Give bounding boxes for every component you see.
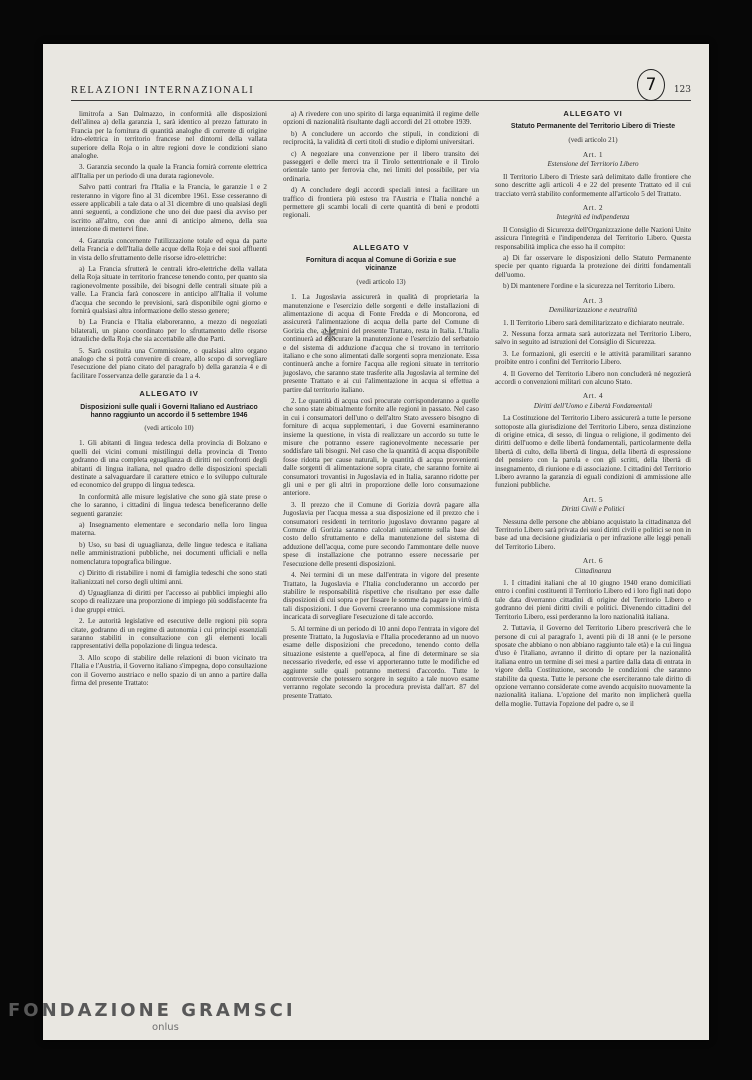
paragraph: b) Di mantenere l'ordine e la sicurezza nel Territorio Libero. xyxy=(503,282,675,291)
article-4 xyxy=(495,392,691,489)
paragraph: 2. Le autorità legislative ed esecutive delle regioni più sopra citate, godranno di un regime di autonomia i cui principi essenziali saranno stabiliti in consultazione con gli elementi locali rappresentativi della popolazione di lingua tedesca. xyxy=(71,617,267,651)
article-2 xyxy=(495,204,691,291)
paragraph: 1. I cittadini italiani che al 10 giugno 1940 erano domiciliati entro i confini costituenti il Territorio Libero ed i loro figli nati dopo tale data diverranno cittadini di origine del Territorio Libero e godranno dei pieni diritti civili e politici. Divenendo cittadini del Territorio Libero, essi perderanno la loro nazionalità italiana. xyxy=(495,579,691,621)
annex-iv-title: ALLEGATO IV xyxy=(139,389,199,399)
paragraph: 2. Nessuna forza armata sarà autorizzata nel Territorio Libero, salvo in seguito ad istruzioni del Consiglio di Sicurezza. xyxy=(495,329,691,347)
paragraph: c) A negoziare una convenzione per il libero transito dei passeggeri e delle merci tra il Tirolo settentrionale e il Tirolo orientale tanto per ferrovia che, nei limiti del possibile, per via ordinaria. xyxy=(283,149,479,183)
paragraph: 3. Allo scopo di stabilire delle relazioni di buon vicinato tra l'Italia e l'Austria, il Governo italiano s'impegna, dopo consultazione con il Governo austriaco e nello spazio di un anno a partire dalla firma del presente Trattato: xyxy=(71,653,267,687)
paragraph: 5. Al termine di un periodo di 10 anni dopo l'entrata in vigore del presente Trattato, la Jugoslavia e l'Italia procederanno ad un nuovo esame delle disposizioni che precedono, tenendo conto della situazione esistente a quell'epoca, al fine di determinare se sia necessario rivederle, ed esse vi apporteranno tutte le modifiche ed aggiunte sulle quali potranno mettersi d'accordo. Tutte le controversie che potessero sorgere in seguito a tale nuovo esame verranno regolate secondo la procedura prevista dall'art. 87 del presente Trattato. xyxy=(283,624,479,700)
paragraph: 3. Le formazioni, gli eserciti e le attività paramilitari saranno proibite entro i confini del Territorio Libero. xyxy=(495,349,691,367)
paragraph: 4. Garanzia concernente l'utilizzazione totale ed equa da parte della Francia e dell'Italia delle acque della Roja e dei suoi affluenti in vista dello sfruttamento delle risorse idro-elettriche: xyxy=(71,236,267,262)
article-number: Art. 5 xyxy=(582,494,604,504)
annex-v-reference: (vedi articolo 13) xyxy=(356,277,406,286)
paragraph: 3. Il prezzo che il Comune di Gorizia dovrà pagare alla Jugoslavia per l'acqua messa a sua disposizione ed il prezzo che i consumatori residenti in territorio jugoslavo dovranno pagare al Comune di Gorizia saranno calcolati unicamente sulla base del costo dello sfruttamento e della manutenzione del sistema di adduzione dell'acqua, come pure secondo l'ammontare delle nuove spese di installazione che potranno essere necessarie per l'esecuzione delle presenti disposizioni. xyxy=(283,500,479,568)
header-title: RELAZIONI INTERNAZIONALI xyxy=(71,85,255,96)
paragraph: In conformità alle misure legislative che sono già state prese o che lo saranno, i cittadini di lingua tedesca beneficeranno delle seguenti garanzie: xyxy=(71,492,267,518)
paragraph: 5. Sarà costituita una Commissione, o qualsiasi altro organo analogo che si potrà convenire di creare, allo scopo di sorvegliare l'esecuzione del piano citato del paragrafo b) della garanzia 4 e di facilitare l'osservanza delle garanzie da 1 a 4. xyxy=(71,346,267,380)
document-page xyxy=(43,44,709,1040)
paragraph: a) A rivedere con uno spirito di larga equanimità il regime delle opzioni di nazionalità risultante dagli accordi del 21 ottobre 1939. xyxy=(283,110,479,127)
paragraph: c) Diritto di ristabilire i nomi di famiglia tedeschi che sono stati italianizzati nel corso degli ultimi anni. xyxy=(71,569,267,586)
article-3 xyxy=(495,297,691,387)
article-title: Demilitarizzazione e neutralità xyxy=(548,306,638,315)
paragraph: 4. Nei termini di un mese dall'entrata in vigore del presente Trattato, la Jugoslavia e l'Italia concluderanno un accordo per stabilire le responsabilità rispettive che risultano per esse dalle disposizioni di cui sopra e per fissare le somme da pagare in virtù di tali disposizioni. I due Governi creeranno una commissione mista incaricata di sorvegliare l'esecuzione di tale accordo. xyxy=(283,571,479,622)
article-title: Integrità ed indipendenza xyxy=(556,213,630,222)
article-title: Diritti Civili e Politici xyxy=(561,505,625,514)
paragraph: 2. Le quantità di acqua così procurate corrisponderanno a quelle che sono state abitualmente fornite alle regioni in passato. Nel caso in cui i consumatori dell'uno o dell'altro Stato avessero bisogno di forniture di acqua supplementari, i due Governi esamineranno insieme la questione, in vista di realizzare un accordo su tutte le misure che potranno essere ragionevolmente necessarie per soddisfare tali bisogni. Nel caso che la quantità di acqua disponibile fosse ridotta per cause naturali, le quantità di acqua provenienti dalle sorgenti di alimentazione sopra citate, che saranno fornite ai consumatori trovantisi in Jugoslavia ed in Italia, saranno ridotte per gli uni e per gli altri in proporzione delle loro consumazione anteriore. xyxy=(283,396,479,498)
paragraph: 3. Garanzia secondo la quale la Francia fornirà corrente elettrica all'Italia per un periodo di una durata ragionevole. xyxy=(71,163,267,180)
article-number: Art. 4 xyxy=(582,391,604,401)
watermark-logo: FONDAZIONE GRAMSCI xyxy=(8,1000,296,1021)
paragraph: a) Di far osservare le disposizioni dello Statuto Permanente specie per quanto riguarda la protezione dei diritti fondamentali dell'uomo. xyxy=(495,254,691,279)
article-title: Diritti dell'Uomo e Libertà Fondamentali xyxy=(533,401,653,410)
page-header xyxy=(71,84,691,101)
article-5 xyxy=(495,496,691,551)
article-number: Art. 1 xyxy=(582,150,604,160)
annex-iv-reference: (vedi articolo 10) xyxy=(144,424,194,432)
annex-v-subtitle: Fornitura di acqua al Comune di Gorizia e sue vicinanze xyxy=(305,257,457,273)
col1-paragraphs-a xyxy=(71,110,267,380)
paragraph: b) Uso, su basi di uguaglianza, delle lingue tedesca e italiana nelle amministrazioni pubbliche, nei documenti ufficiali e nella nomenclatura topografica bilingue. xyxy=(71,540,267,566)
paragraph: a) Insegnamento elementare e secondario nella loro lingua materna. xyxy=(71,521,267,538)
col1-paragraphs-b xyxy=(71,439,267,687)
paragraph: d) Uguaglianza di diritti per l'accesso ai pubblici impieghi allo scopo di realizzare una proporzione di impiego più soddisfacente fra i due gruppi etnici. xyxy=(71,588,267,614)
annex-vi-subtitle: Statuto Permanente del Territorio Libero di Trieste xyxy=(510,123,676,131)
col2-paragraphs-a xyxy=(283,110,479,220)
paragraph: Il Consiglio di Sicurezza dell'Organizzazione delle Nazioni Unite assicura l'integrità e l'indipendenza del Territorio Libero. Questa responsabilità implica che esso ha il compito: xyxy=(495,225,691,251)
article-number: Art. 6 xyxy=(582,556,604,566)
article-title: Cittadinanza xyxy=(574,566,612,575)
paragraph: b) A concludere un accordo che stipuli, in condizioni di reciprocità, la validità di certi titoli di studio e diplomi universitari. xyxy=(283,129,479,147)
annex-v-title: ALLEGATO V xyxy=(352,242,410,252)
article-title: Estensione del Territorio Libero xyxy=(547,160,639,169)
page-number: 123 xyxy=(673,85,691,95)
paragraph: La Costituzione del Territorio Libero assicurerà a tutte le persone sottoposte alla giurisdizione del Territorio Libero, senza distinzione di origine etnica, di sesso, di lingua o religione, il godimento dei diritti dell'uomo e delle libertà fondamentali, particolarmente della libertà di culto, della libertà di lingua, della libertà di espressione del pensiero con la parola e con gli scritti, della libertà di insegnamento, di riunione e di associazione. I cittadini del Territorio Libero avranno la garanzia di eguali condizioni di ammissione alle funzioni pubbliche. xyxy=(495,414,691,490)
annex-iv-subtitle: Disposizioni sulle quali i Governi Italiano ed Austriaco hanno raggiunto un accordo il 5 settembre 1946 xyxy=(80,403,258,419)
column-right xyxy=(495,110,691,711)
paragraph: a) La Francia sfrutterà le centrali idro-elettriche della vallata della Roja situate in territorio francese tenendo conto, per quanto sia ragionevolmente possibile, dei bisogni delle centrali situate più a valle. La Francia farà conoscere in anticipo all'Italia il volume d'acqua che secondo le previsioni, sarà disponibile ogni giorno e fornirà qualsiasi altra informazione dello stesso genere; xyxy=(71,264,267,315)
article-1 xyxy=(495,151,691,198)
paragraph: b) La Francia e l'Italia elaboreranno, a mezzo di negoziati bilaterali, un piano coordinato per lo sfruttamento delle risorse idrauliche della Roja che sia accettabile alle due Parti. xyxy=(71,318,267,344)
paragraph: Il Territorio Libero di Trieste sarà delimitato dalle frontiere che sono descritte agli articoli 4 e 22 del presente Trattato ed il cui tracciato verrà stabilito conformemente all'articolo 5 del Trattato. xyxy=(495,172,691,198)
watermark-subtitle: onlus xyxy=(152,1022,179,1033)
column-left xyxy=(71,110,267,690)
paragraph: Nessuna delle persone che abbiano acquistato la cittadinanza del Territorio Libero sarà privata dei suoi diritti civili e politici se non in base ad una decisione giudiziaria o per infrazione alle leggi penali del Territorio Libero. xyxy=(495,517,691,551)
paragraph: d) A concludere degli accordi speciali intesi a facilitare un traffico di frontiera più esteso tra l'Austria e l'Italia nonché a permettere gli scambi locali di certe quantità di beni e prodotti regionali. xyxy=(283,186,479,220)
paragraph: limitrofa a San Dalmazzo, in conformità alle disposizioni dell'alinea a) della garanzia 1, sarà identico al prezzo fatturato in Francia per la fornitura di quantità analoghe di corrente di origine idro-elettrica in territorio francese nel dintorni della vallata superiore della Roja o in altre regioni dove le condizioni siano analoghe. xyxy=(71,110,267,161)
handwritten-page-mark: 7 xyxy=(637,69,665,101)
annex-vi-reference: (vedi articolo 21) xyxy=(568,135,618,144)
article-number: Art. 3 xyxy=(582,295,604,305)
annex-vi-title: ALLEGATO VI xyxy=(563,109,623,118)
paragraph: 4. Il Governo del Territorio Libero non concluderà né negozierà accordi o convenzioni militari con alcuno Stato. xyxy=(495,369,691,386)
article-number: Art. 2 xyxy=(582,203,604,213)
paragraph: 1. La Jugoslavia assicurerà in qualità di proprietaria la manutenzione e l'esercizio delle sorgenti e delle installazioni di alimentazione di acqua di Fonte Fredda e di Moncorona, ed assicurerà l'alimentazione di acqua della parte del Comune di Gorizia che, ai termini del presente Trattato, resta in Italia. L'Italia continuerà ad assicurare la manutenzione e l'esercizio del serbatoio e del sistema di adduzione d'acqua che si trovano in territorio italiano e che sono alimentati dalle sorgenti sopra menzionate. Essa continuerà anche a fornire l'acqua alle regioni situate in territorio jugoslavo, che saranno state trasferite alla Jugoslavia al termine del presente Trattato e ai cui l'alimentazione in acqua si effettua a partire dal territorio italiano. xyxy=(283,293,479,394)
paragraph: 1. Gli abitanti di lingua tedesca della provincia di Bolzano e quelli dei vicini comuni mistilingui della provincia di Trento godranno di una completa eguaglianza di diritti nei confronti degli abitanti di lingua italiana, nel quadro delle disposizioni speciali destinate a salvaguardare il carattere etnico e lo sviluppo culturale ed economico del gruppo di lingua tedesca. xyxy=(71,439,267,490)
paragraph: 1. Il Territorio Libero sarà demilitarizzato e dichiarato neutrale. xyxy=(503,318,684,327)
paragraph: 2. Tuttavia, il Governo del Territorio Libero prescriverà che le persone di cui al paragrafo 1, aventi più di 18 anni (e le persone sposate che abbiano o non abbiano raggiunto tale età) e la cui lingua d'uso è l'italiano, avranno il diritto di optare per la nazionalità italiana entro un termine di sei mesi a partire dalla data di entrata in vigore della Costituzione, secondo le condizioni che saranno stabilite da questa. Tutte le persone che eserciteranno tale diritto di opzione verranno considerate come avendo acquisito nuovamente la nazionalità italiana. L'opzione del marito non implicherà quella della moglie. Tuttavia l'opzione del padre o, se il xyxy=(495,624,691,708)
column-middle xyxy=(283,110,479,703)
paragraph: Salvo patti contrari fra l'Italia e la Francia, le garanzie 1 e 2 resteranno in vigore fino al 31 dicembre 1961. Esse cesseranno di essere applicabili a tale data o al 31 dicembre di uno qualsiasi degli anni seguenti, a condizione che uno dei due paesi dia avviso per iscritto all'altro, con due anni di anticipo almeno, della sua intenzione di mettervi fine. xyxy=(71,183,267,234)
article-6 xyxy=(495,557,691,708)
col2-paragraphs-b xyxy=(283,293,479,700)
